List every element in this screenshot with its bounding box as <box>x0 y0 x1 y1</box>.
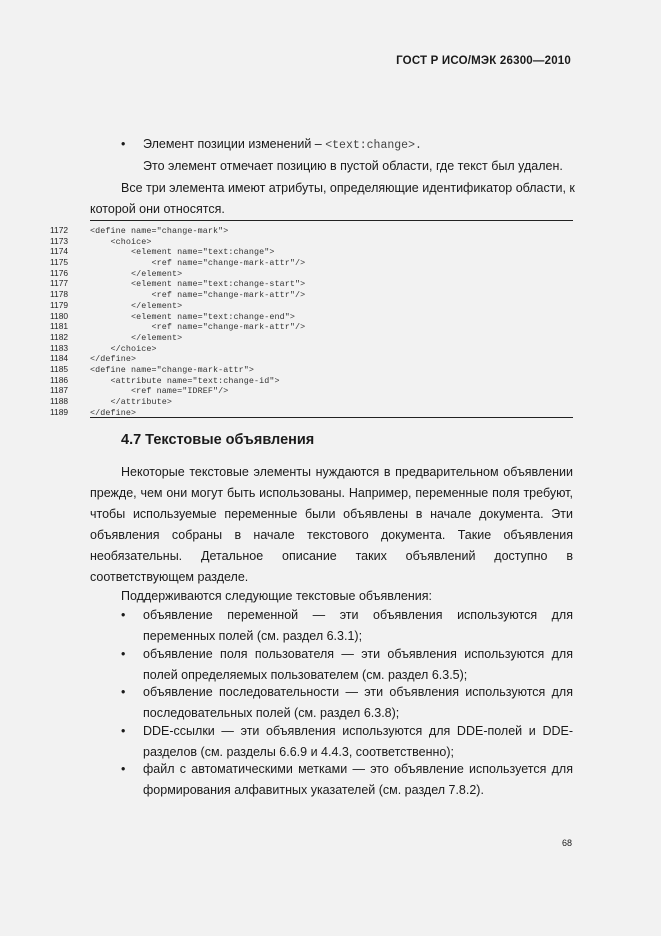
code-line <box>50 236 573 247</box>
line-number: 1189 <box>50 406 69 417</box>
standard-header: ГОСТ Р ИСО/МЭК 26300—2010 <box>396 55 571 67</box>
line-number: 1188 <box>50 396 69 406</box>
code-text: </define> <box>90 354 137 365</box>
code-text: </define> <box>90 407 137 418</box>
code-listing <box>50 225 573 417</box>
section-title: 4.7 Текстовые объявления <box>121 432 315 448</box>
code-text: <element name="text:change"> <box>90 247 275 258</box>
code-line <box>50 385 573 396</box>
list-item-line-1: файл с автоматическими метками — это объявление используется для <box>143 762 573 776</box>
code-text: </element> <box>90 300 183 311</box>
list-item-line-1: объявление последовательности — эти объявления используются для <box>143 685 573 699</box>
line-number: 1175 <box>50 257 69 268</box>
bullet-code: <text:change>. <box>325 139 422 152</box>
line-number: 1183 <box>50 342 69 353</box>
list-item-line-2: разделов (см. разделы 6.6.9 и 4.4.3, соответственно); <box>143 744 454 759</box>
code-line <box>50 278 573 289</box>
line-number: 1176 <box>50 267 69 278</box>
code-text: <ref name="change-mark-attr"/> <box>90 322 306 333</box>
code-line <box>50 396 573 407</box>
line-number: 1180 <box>50 310 69 321</box>
code-bottom-rule <box>90 417 573 418</box>
code-text: </choice> <box>90 343 157 354</box>
bullet-dot: • <box>121 762 126 776</box>
list-item-line-2: полей определяемых пользователем (см. раздел 6.3.5); <box>143 667 468 682</box>
line-number: 1181 <box>50 321 69 332</box>
code-text: <choice> <box>90 236 152 247</box>
list-item-line-2: последовательных полей (см. раздел 6.3.8); <box>143 706 400 720</box>
p1-line-3: чтобы используемые переменные были объявлены в начале документа. Эти <box>90 507 573 521</box>
p2-intro: Поддерживаются следующие текстовые объявления: <box>121 589 432 603</box>
code-line <box>50 311 573 322</box>
code-text: </element> <box>90 332 183 343</box>
line-number: 1178 <box>50 289 69 300</box>
code-text: <element name="text:change-start"> <box>90 279 306 290</box>
line-number: 1177 <box>50 278 69 289</box>
code-line <box>50 300 573 311</box>
code-text: <define name="change-mark"> <box>90 226 229 236</box>
line-number: 1186 <box>50 374 69 385</box>
code-line <box>50 257 573 268</box>
p1-line-5: необязательны. Детальное описание таких объявлений доступно в <box>90 549 573 563</box>
code-line <box>50 289 573 300</box>
code-text: <attribute name="text:change-id"> <box>90 375 280 386</box>
list-item-line-1: DDE-ссылки — эти объявления используются для DDE-полей и DDE- <box>143 723 573 738</box>
bullet-dot: • <box>121 685 126 699</box>
attrs-line-2: которой они относятся. <box>90 202 225 216</box>
code-text: <ref name="IDREF"/> <box>90 386 229 397</box>
code-text: <define name="change-mark-attr"> <box>90 364 255 375</box>
code-text: </element> <box>90 268 183 279</box>
bullet-dot: • <box>121 137 126 151</box>
code-line <box>50 375 573 386</box>
line-number: 1184 <box>50 353 69 364</box>
code-text: <element name="text:change-end"> <box>90 311 296 322</box>
p1-line-2: прежде, чем они могут быть использованы. Например, переменные поля требуют, <box>90 486 573 500</box>
code-line <box>50 246 573 257</box>
code-line <box>50 364 573 375</box>
bullet-dot: • <box>121 646 126 661</box>
line-number: 1172 <box>50 225 69 235</box>
code-top-rule <box>90 220 573 221</box>
list-item-line-1: объявление поля пользователя — эти объявления используются для <box>143 646 573 661</box>
code-line <box>50 332 573 343</box>
bullet-label: Элемент позиции изменений – <box>143 137 322 151</box>
line-number: 1179 <box>50 299 69 310</box>
line-number: 1182 <box>50 331 69 342</box>
list-item-line-2: переменных полей (см. раздел 6.3.1); <box>143 629 363 643</box>
element-description: Это элемент отмечает позицию в пустой области, где текст был удален. <box>143 159 563 173</box>
p1-line-1: Некоторые текстовые элементы нуждаются в предварительном объявлении <box>121 465 573 479</box>
code-line <box>50 343 573 354</box>
list-item-line-1: объявление переменной — эти объявления используются для <box>143 608 573 622</box>
code-text: <ref name="change-mark-attr"/> <box>90 290 306 301</box>
p1-line-6: соответствующем разделе. <box>90 570 249 584</box>
code-line <box>50 321 573 332</box>
line-number: 1187 <box>50 385 69 396</box>
line-number: 1185 <box>50 363 69 374</box>
code-line <box>50 353 573 364</box>
bullet-dot: • <box>121 723 126 738</box>
page-number: 68 <box>561 838 572 848</box>
p1-line-4: объявления собраны в начале текстового документа. Такие объявления <box>90 528 573 542</box>
code-text: </attribute> <box>90 397 173 407</box>
bullet-text <box>143 134 422 156</box>
code-text: <ref name="change-mark-attr"/> <box>90 258 306 269</box>
list-item-line-2: формирования алфавитных указателей (см. раздел 7.8.2). <box>143 783 484 797</box>
bullet-dot: • <box>121 608 126 622</box>
code-line <box>50 407 573 418</box>
code-line <box>50 268 573 279</box>
attrs-line-1: Все три элемента имеют атрибуты, определяющие идентификатор области, к <box>121 181 575 195</box>
code-line <box>50 225 573 236</box>
line-number: 1174 <box>50 246 69 257</box>
line-number: 1173 <box>50 235 69 246</box>
